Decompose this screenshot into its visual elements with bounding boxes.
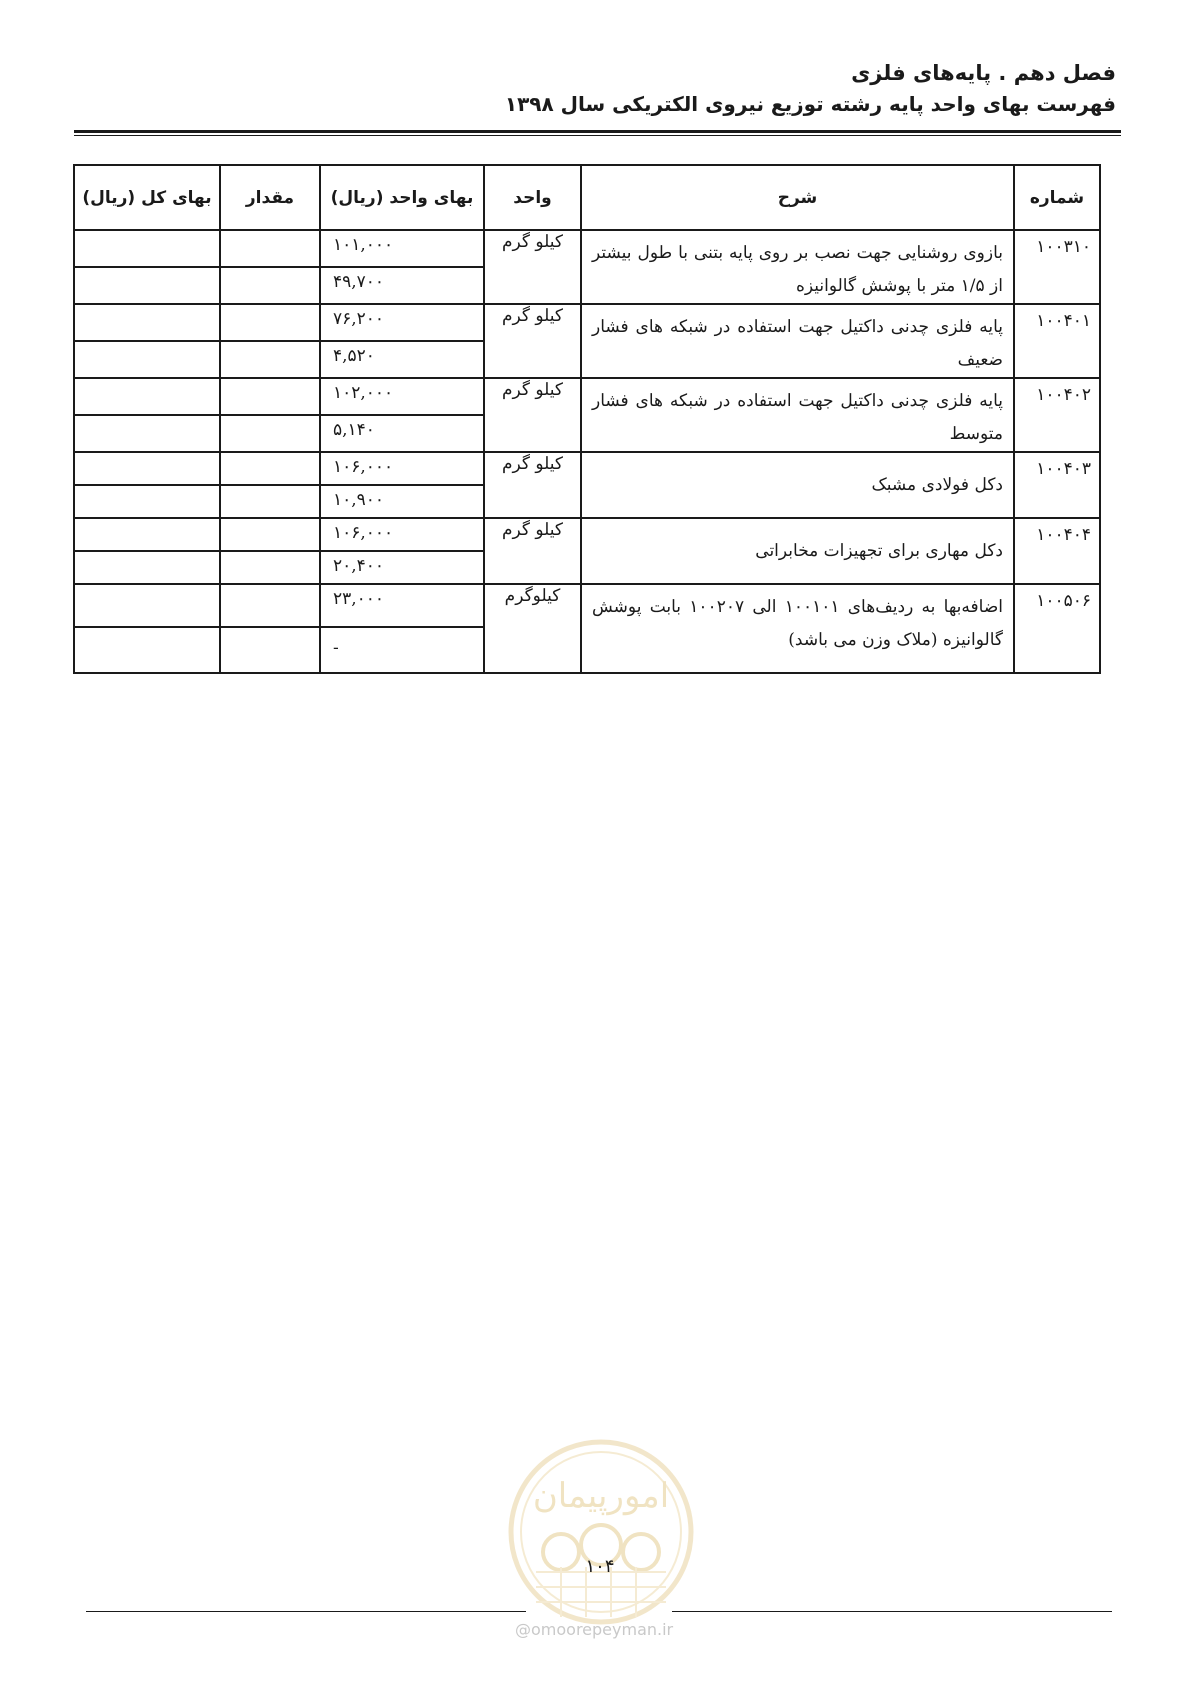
item-quantity: [220, 378, 320, 415]
item-quantity: [220, 415, 320, 452]
header-rule-thin: [74, 135, 1121, 136]
item-unit-price: ۱۰۱,۰۰۰: [320, 230, 484, 267]
item-unit-price: ۲۰,۴۰۰: [320, 551, 484, 584]
item-description: دکل فولادی مشبک: [581, 452, 1014, 518]
item-quantity: [220, 341, 320, 378]
page-number: ۱۰۴: [585, 1556, 615, 1577]
item-quantity: [220, 267, 320, 304]
item-quantity: [220, 627, 320, 673]
item-unit-price: ۱۰۶,۰۰۰: [320, 518, 484, 551]
footer-rule-right: [672, 1611, 1112, 1612]
item-unit: کیلو گرم: [484, 518, 581, 584]
item-total-price: [74, 230, 220, 267]
price-list-table: [73, 164, 1101, 674]
item-total-price: [74, 341, 220, 378]
item-unit: کیلو گرم: [484, 452, 581, 518]
item-total-price: [74, 378, 220, 415]
watermark-text: امورپیمان: [532, 1476, 670, 1516]
column-header-total-price: بهای کل (ریال): [74, 165, 220, 230]
item-unit: کیلوگرم: [484, 584, 581, 673]
item-total-price: [74, 627, 220, 673]
item-quantity: [220, 230, 320, 267]
item-quantity: [220, 304, 320, 341]
item-code: ۱۰۰۴۰۴: [1014, 518, 1100, 584]
item-description: پایه فلزی چدنی داکتیل جهت استفاده در شبکه های فشار ضعیف: [581, 304, 1014, 378]
item-unit-price: ۵,۱۴۰: [320, 415, 484, 452]
seal-logo-icon: [506, 1437, 696, 1627]
item-description: دکل مهاری برای تجهیزات مخابراتی: [581, 518, 1014, 584]
chapter-title: فصل دهم . پایه‌های فلزی: [851, 61, 1116, 85]
item-quantity: [220, 518, 320, 551]
header-rule: [74, 130, 1121, 133]
item-quantity: [220, 452, 320, 485]
item-unit-price: -: [320, 627, 484, 673]
table-row: [74, 378, 1100, 415]
site-url: @omoorepeyman.ir: [515, 1620, 674, 1639]
item-unit-price: ۴,۵۲۰: [320, 341, 484, 378]
item-total-price: [74, 485, 220, 518]
table-row: [74, 452, 1100, 485]
item-code: ۱۰۰۵۰۶: [1014, 584, 1100, 673]
column-header-quantity: مقدار: [220, 165, 320, 230]
table-row: [74, 230, 1100, 267]
item-total-price: [74, 267, 220, 304]
table-header-row: [74, 165, 1100, 230]
item-unit: کیلو گرم: [484, 230, 581, 304]
item-total-price: [74, 304, 220, 341]
item-description: اضافه‌بها به ردیف‌های ۱۰۰۱۰۱ الی ۱۰۰۲۰۷ بابت پوشش گالوانیزه (ملاک وزن می باشد): [581, 584, 1014, 673]
table-row: [74, 518, 1100, 551]
column-header-number: شماره: [1014, 165, 1100, 230]
item-total-price: [74, 415, 220, 452]
table-row: [74, 584, 1100, 627]
item-unit-price: ۲۳,۰۰۰: [320, 584, 484, 627]
column-header-unit-price: بهای واحد (ریال): [320, 165, 484, 230]
item-total-price: [74, 518, 220, 551]
item-unit-price: ۷۶,۲۰۰: [320, 304, 484, 341]
page-header: [505, 58, 1116, 120]
item-description: بازوی روشنایی جهت نصب بر روی پایه بتنی با طول بیشتر از ۱/۵ متر با پوشش گالوانیزه: [581, 230, 1014, 304]
item-total-price: [74, 452, 220, 485]
item-code: ۱۰۰۳۱۰: [1014, 230, 1100, 304]
item-code: ۱۰۰۴۰۲: [1014, 378, 1100, 452]
item-code: ۱۰۰۴۰۳: [1014, 452, 1100, 518]
footer-rule-left: [86, 1611, 526, 1612]
document-title: فهرست بهای واحد پایه رشته توزیع نیروی الکتریکی سال ۱۳۹۸: [504, 92, 1116, 116]
item-total-price: [74, 584, 220, 627]
item-unit-price: ۱۰۶,۰۰۰: [320, 452, 484, 485]
item-unit-price: ۱۰,۹۰۰: [320, 485, 484, 518]
item-quantity: [220, 551, 320, 584]
item-description: پایه فلزی چدنی داکتیل جهت استفاده در شبکه های فشار متوسط: [581, 378, 1014, 452]
column-header-description: شرح: [581, 165, 1014, 230]
table-row: [74, 304, 1100, 341]
item-total-price: [74, 551, 220, 584]
item-quantity: [220, 584, 320, 627]
item-unit: کیلو گرم: [484, 378, 581, 452]
item-unit-price: ۱۰۲,۰۰۰: [320, 378, 484, 415]
column-header-unit: واحد: [484, 165, 581, 230]
item-unit-price: ۴۹,۷۰۰: [320, 267, 484, 304]
item-unit: کیلو گرم: [484, 304, 581, 378]
item-code: ۱۰۰۴۰۱: [1014, 304, 1100, 378]
item-quantity: [220, 485, 320, 518]
